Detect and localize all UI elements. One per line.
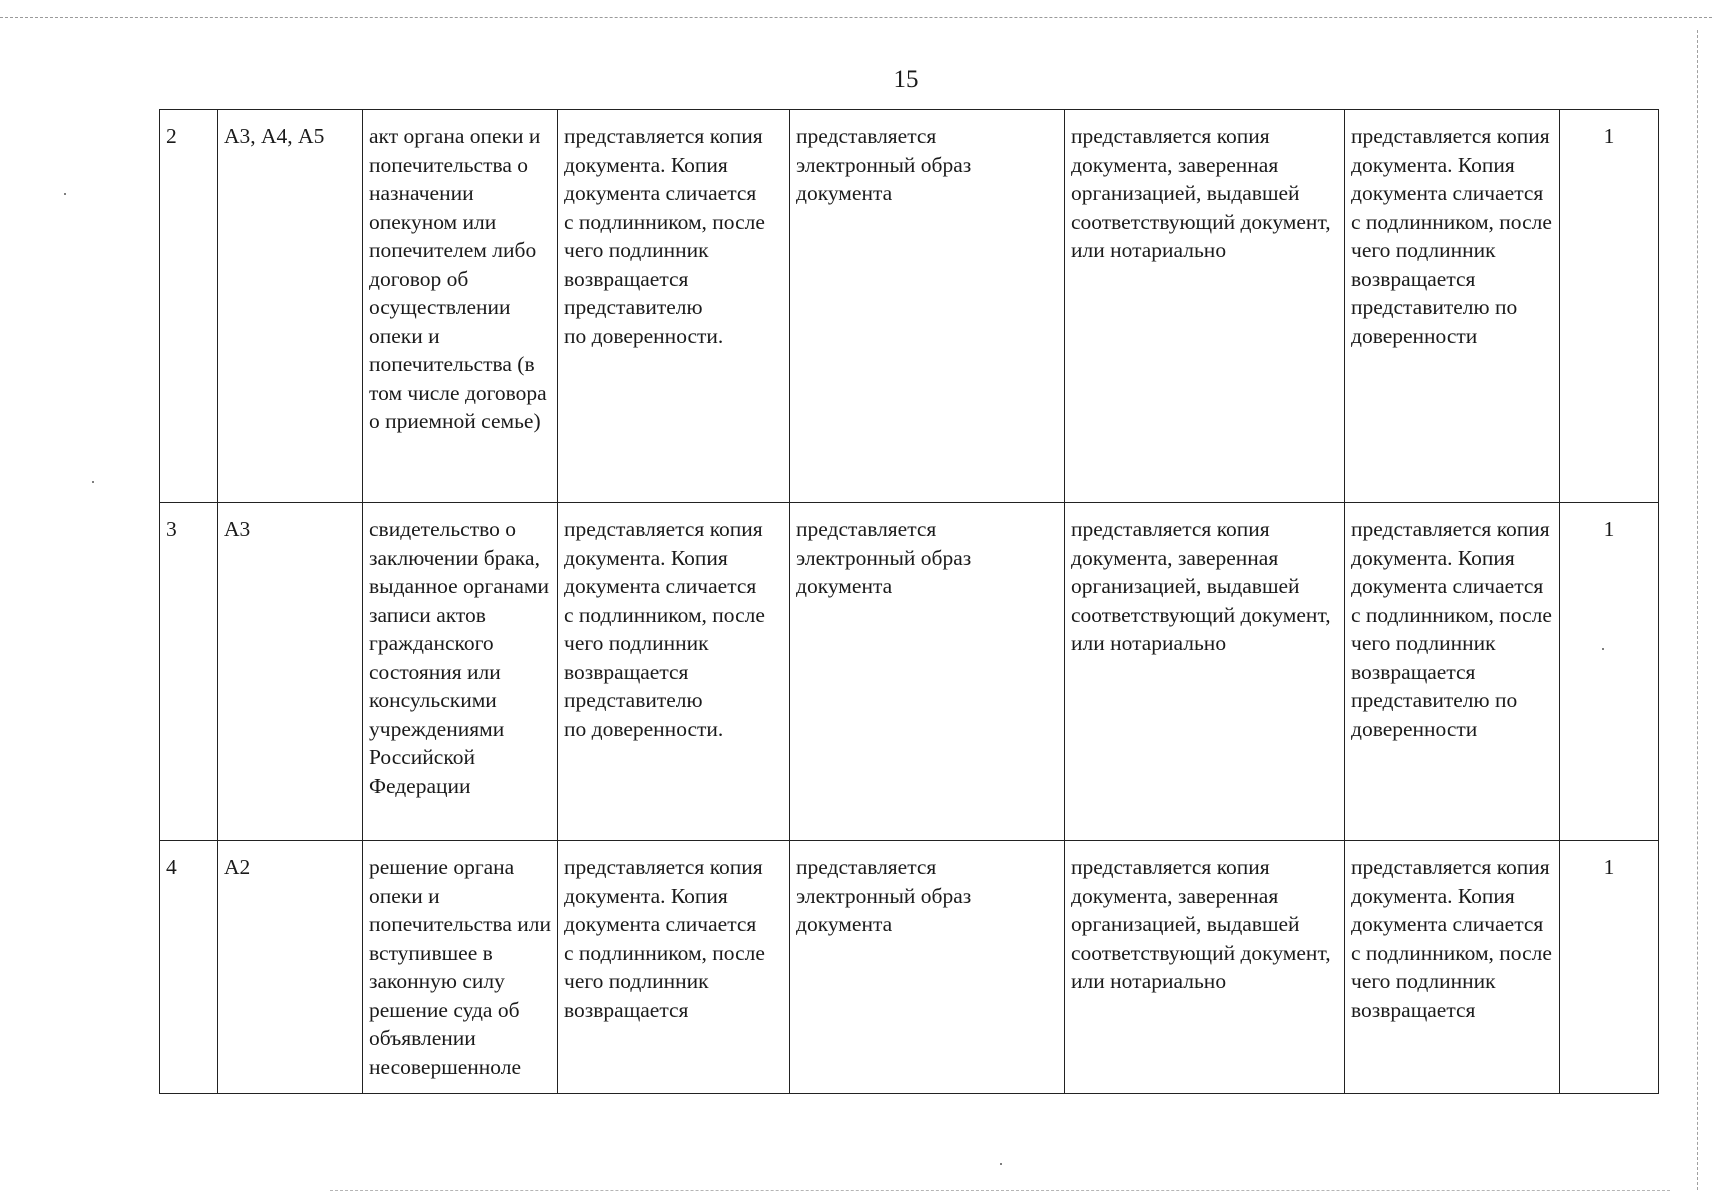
applicant-codes: А2	[218, 841, 363, 1094]
document-count: 1	[1560, 503, 1659, 841]
document-name: решение органа опеки и попечительства или вступившее в законную силу решение суда об объявлении несовершенноле	[363, 841, 558, 1094]
applicant-codes: А3, А4, А5	[218, 110, 363, 503]
table-row	[160, 110, 1659, 503]
row-number: 3	[160, 503, 218, 841]
postal-submission-method: представляется копия документа, заверенная организацией, выдавшей соответствующий документ, или нотариально	[1065, 841, 1345, 1094]
postal-submission-method: представляется копия документа, заверенная организацией, выдавшей соответствующий документ, или нотариально	[1065, 110, 1345, 503]
scan-edge-top	[0, 17, 1712, 18]
table-row	[160, 503, 1659, 841]
applicant-codes: А3	[218, 503, 363, 841]
electronic-submission-method: представляется электронный образ документа	[790, 110, 1065, 503]
paper-submission-method: представляется копия документа. Копия документа сличается с подлинником, после чего подлинник возвращается представителю по доверенности.	[558, 110, 790, 503]
paper-submission-method: представляется копия документа. Копия документа сличается с подлинником, после чего подлинник возвращается представителю по доверенности.	[558, 503, 790, 841]
document-name: акт органа опеки и попечительства о назначении опекуном или попечителем либо договор об осуществлении опеки и попечительства (в том числе договора о приемной семье)	[363, 110, 558, 503]
scan-speck	[64, 193, 66, 195]
scan-speck	[1000, 1163, 1002, 1165]
electronic-submission-method: представляется электронный образ документа	[790, 503, 1065, 841]
scan-edge-right	[1697, 30, 1698, 1190]
mfc-submission-method: представляется копия документа. Копия документа сличается с подлинником, после чего подлинник возвращается	[1345, 841, 1560, 1094]
electronic-submission-method: представляется электронный образ документа	[790, 841, 1065, 1094]
paper-submission-method: представляется копия документа. Копия документа сличается с подлинником, после чего подлинник возвращается	[558, 841, 790, 1094]
page-number: 15	[893, 66, 919, 93]
row-number: 2	[160, 110, 218, 503]
mfc-submission-method: представляется копия документа. Копия документа сличается с подлинником, после чего подлинник возвращается представителю по доверенности	[1345, 503, 1560, 841]
row-number: 4	[160, 841, 218, 1094]
scan-edge-bottom	[330, 1190, 1670, 1191]
document-count: 1	[1560, 841, 1659, 1094]
document-count: 1	[1560, 110, 1659, 503]
scan-speck	[1602, 648, 1604, 650]
mfc-submission-method: представляется копия документа. Копия документа сличается с подлинником, после чего подлинник возвращается представителю по доверенности	[1345, 110, 1560, 503]
table-row	[160, 841, 1659, 1094]
scan-speck	[92, 481, 94, 483]
document-name: свидетельство о заключении брака, выданное органами записи актов гражданского состояния или консульскими учреждениями Российской Федерации	[363, 503, 558, 841]
postal-submission-method: представляется копия документа, заверенная организацией, выдавшей соответствующий документ, или нотариально	[1065, 503, 1345, 841]
documents-table	[159, 109, 1659, 1094]
